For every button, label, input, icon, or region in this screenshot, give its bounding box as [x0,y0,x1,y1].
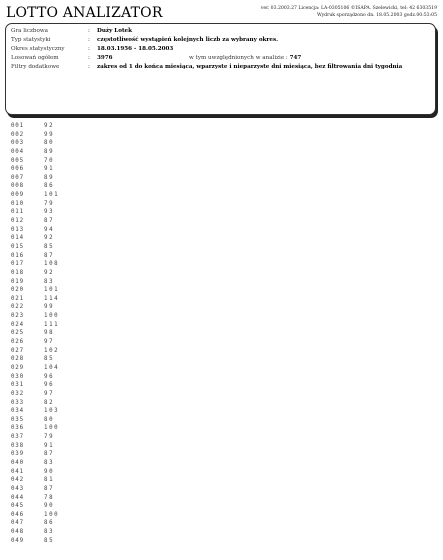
lotto-number: 023 [11,313,24,320]
occurrence-count: 92 [44,269,55,276]
info-colon: : [88,28,90,34]
occurrence-count: 94 [44,226,55,233]
occurrence-count: 103 [44,408,60,415]
lotto-number: 034 [11,408,24,415]
occurrence-count: 101 [44,287,60,294]
info-value: częstotliwość wystąpień kolejnych liczb za wybrany okres. [97,37,279,43]
lotto-number: 046 [11,511,24,518]
info-value: zakres od 1 do końca miesiąca, wparzyste i nieparzyste dni miesiąca, bez filtrowania dni tygodnia [97,64,403,70]
lotto-number: 021 [11,295,24,302]
lotto-number: 014 [11,235,24,242]
occurrence-count: 96 [44,373,55,380]
info-label: Gra liczbowa [11,28,48,34]
lotto-number: 024 [11,321,24,328]
occurrence-count: 97 [44,390,55,397]
version-license-line: ver. 03.2003.27 Licencja: LA-0305106 ©ISAPA. Szelewicki, tel: 42 6303519 [260,6,437,11]
occurrence-count: 83 [44,459,55,466]
lotto-number: 043 [11,485,24,492]
info-colon: : [88,46,90,52]
lotto-number: 040 [11,459,24,466]
lotto-number: 049 [11,537,24,544]
lotto-number: 026 [11,339,24,346]
occurrence-count: 80 [44,416,55,423]
occurrence-count: 83 [44,529,55,536]
occurrence-count: 100 [44,425,60,432]
occurrence-count: 102 [44,347,60,354]
lotto-number: 018 [11,269,24,276]
lotto-number: 031 [11,382,24,389]
info-value: Duży Lotek [97,28,132,34]
lotto-number: 027 [11,347,24,354]
lotto-number: 009 [11,192,24,199]
occurrence-count: 87 [44,485,55,492]
occurrence-count: 100 [44,511,60,518]
draws-included-value: 747 [289,55,302,61]
occurrence-count: 98 [44,330,55,337]
draws-included [189,54,301,62]
occurrence-count: 99 [44,131,55,138]
lotto-number: 030 [11,373,24,380]
occurrence-count: 89 [44,148,55,155]
lotto-number: 017 [11,261,24,268]
occurrence-count: 87 [44,218,55,225]
lotto-number: 007 [11,174,24,181]
occurrence-count: 79 [44,200,55,207]
occurrence-count: 85 [44,356,55,363]
lotto-number: 001 [11,123,24,129]
lotto-number: 037 [11,434,24,441]
info-label: Typ statystyki [11,37,51,43]
occurrence-count: 85 [44,243,55,250]
lotto-number: 005 [11,157,24,164]
occurrence-count: 81 [44,477,55,484]
lotto-number: 010 [11,200,24,207]
lotto-number: 035 [11,416,24,423]
lotto-number: 039 [11,451,24,458]
lotto-number: 029 [11,364,24,371]
info-value: 3976 [97,55,113,61]
occurrence-count: 90 [44,503,55,510]
info-colon: : [88,64,90,70]
occurrence-count: 80 [44,140,55,147]
occurrence-count: 83 [44,278,55,285]
occurrence-count: 114 [44,295,60,302]
lotto-number: 012 [11,218,24,225]
occurrence-count: 89 [44,174,55,181]
occurrence-count: 70 [44,157,55,164]
occurrence-count: 104 [44,364,60,371]
lotto-number: 044 [11,494,24,501]
lotto-number: 008 [11,183,24,190]
occurrence-count: 101 [44,192,60,199]
lotto-number: 041 [11,468,24,475]
occurrence-count: 92 [44,235,55,242]
occurrence-count: 82 [44,399,55,406]
occurrence-count: 108 [44,261,60,268]
info-label: Filtry dodatkowe [11,64,60,70]
occurrence-count: 86 [44,183,55,190]
lotto-number: 019 [11,278,24,285]
occurrence-count: 85 [44,537,55,544]
lotto-number: 003 [11,140,24,147]
occurrence-count: 91 [44,166,55,173]
occurrence-count: 86 [44,520,55,527]
draws-included-label: w tym uwzględnionych w analizie : [189,55,288,61]
occurrence-count: 79 [44,434,55,441]
lotto-number: 020 [11,287,24,294]
occurrence-count: 91 [44,442,55,449]
lotto-number: 048 [11,529,24,536]
info-label: Losowań ogółem [11,55,59,61]
lotto-number: 011 [11,209,24,216]
lotto-number: 025 [11,330,24,337]
lotto-number: 032 [11,390,24,397]
occurrence-count: 92 [44,123,55,129]
occurrence-count: 87 [44,252,55,259]
report-info-box [5,23,436,115]
lotto-number: 028 [11,356,24,363]
occurrence-count: 78 [44,494,55,501]
lotto-number: 006 [11,166,24,173]
occurrence-count: 93 [44,209,55,216]
info-label: Okres statystyczny [11,46,65,52]
lotto-number: 015 [11,243,24,250]
occurrence-count: 87 [44,451,55,458]
info-colon: : [88,37,90,43]
occurrence-count: 99 [44,304,55,311]
lotto-number: 002 [11,131,24,138]
occurrence-count: 111 [44,321,60,328]
lotto-number: 042 [11,477,24,484]
occurrence-count: 100 [44,313,60,320]
lotto-number: 016 [11,252,24,259]
occurrence-count: 90 [44,468,55,475]
occurrence-count: 97 [44,339,55,346]
lotto-number: 038 [11,442,24,449]
info-value: 18.03.1956 - 18.05.2003 [97,46,174,52]
lotto-number: 033 [11,399,24,406]
lotto-number: 013 [11,226,24,233]
lotto-number: 036 [11,425,24,432]
print-date-line: Wydruk sporządzono dn. 18.05.2003 godz.00:53:05 [316,12,437,18]
lotto-number: 004 [11,148,24,155]
info-colon: : [88,55,90,61]
occurrence-count: 96 [44,382,55,389]
header-meta [217,6,437,19]
lotto-number: 045 [11,503,24,510]
lotto-number: 047 [11,520,24,527]
lotto-number: 022 [11,304,24,311]
report-title: LOTTO ANALIZATOR [6,5,163,21]
